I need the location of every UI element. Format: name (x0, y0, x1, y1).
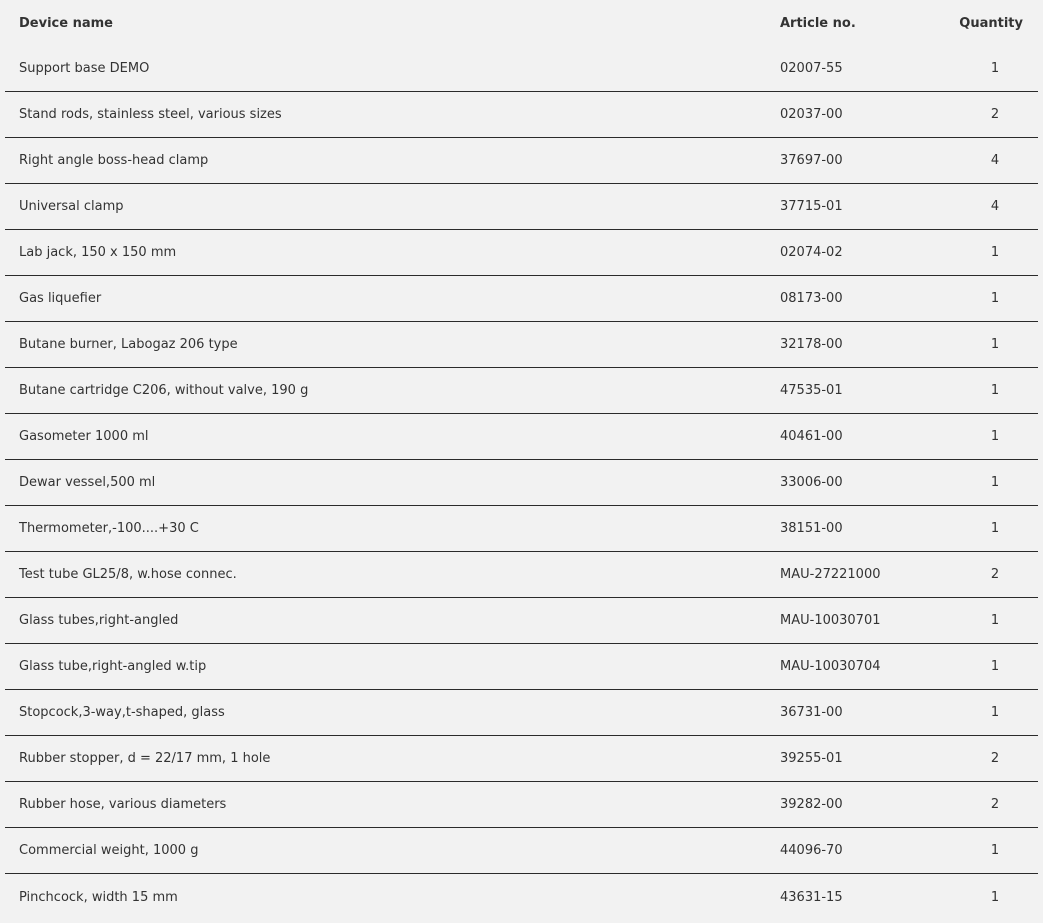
article-no-cell: 32178-00 (780, 337, 843, 352)
quantity-cell: 1 (990, 383, 1000, 398)
table-row (5, 368, 1038, 414)
article-no-cell: 43631-15 (780, 889, 843, 905)
quantity-cell: 1 (990, 889, 1000, 905)
device-name-cell: Pinchcock, width 15 mm (19, 889, 178, 905)
article-no-cell: 37715-01 (780, 199, 843, 214)
quantity-cell: 4 (990, 199, 1000, 214)
article-no-cell: 39282-00 (780, 797, 843, 812)
device-name-cell: Butane cartridge C206, without valve, 190 g (19, 383, 309, 398)
table-row (5, 506, 1038, 552)
table-row (5, 276, 1038, 322)
device-name-cell: Test tube GL25/8, w.hose connec. (19, 567, 237, 582)
quantity-cell: 1 (990, 429, 1000, 444)
quantity-cell: 1 (990, 613, 1000, 628)
device-name-cell: Lab jack, 150 x 150 mm (19, 245, 177, 260)
table-row (5, 46, 1038, 92)
device-name-cell: Rubber stopper, d = 22/17 mm, 1 hole (19, 751, 271, 766)
article-no-cell: 38151-00 (780, 521, 843, 536)
table-row (5, 690, 1038, 736)
header-quantity: Quantity (959, 15, 1023, 31)
article-no-cell: 08173-00 (780, 291, 843, 306)
table-row (5, 92, 1038, 138)
table-row (5, 782, 1038, 828)
quantity-cell: 1 (990, 843, 1000, 858)
device-name-cell: Right angle boss-head clamp (19, 153, 209, 168)
table-row (5, 230, 1038, 276)
table-header (0, 0, 1043, 46)
quantity-cell: 2 (990, 107, 1000, 122)
article-no-cell: 02007-55 (780, 61, 843, 76)
device-name-cell: Gasometer 1000 ml (19, 429, 149, 444)
device-name-cell: Glass tube,right-angled w.tip (19, 659, 207, 674)
quantity-cell: 1 (990, 521, 1000, 536)
quantity-cell: 1 (990, 245, 1000, 260)
article-no-cell: MAU-10030701 (780, 613, 881, 628)
article-no-cell: 33006-00 (780, 475, 843, 490)
device-name-cell: Stopcock,3-way,t-shaped, glass (19, 705, 225, 720)
table-row (5, 874, 1038, 920)
quantity-cell: 1 (990, 291, 1000, 306)
table-row (5, 736, 1038, 782)
device-name-cell: Dewar vessel,500 ml (19, 475, 156, 490)
table-row (5, 322, 1038, 368)
article-no-cell: 02074-02 (780, 245, 843, 260)
article-no-cell: 44096-70 (780, 843, 843, 858)
header-article-no: Article no. (780, 15, 856, 31)
quantity-cell: 2 (990, 751, 1000, 766)
table-row (5, 460, 1038, 506)
table-row (5, 644, 1038, 690)
quantity-cell: 1 (990, 61, 1000, 76)
device-name-cell: Butane burner, Labogaz 206 type (19, 337, 238, 352)
article-no-cell: 36731-00 (780, 705, 843, 720)
article-no-cell: 47535-01 (780, 383, 843, 398)
article-no-cell: 39255-01 (780, 751, 843, 766)
quantity-cell: 4 (990, 153, 1000, 168)
article-no-cell: 40461-00 (780, 429, 843, 444)
article-no-cell: MAU-27221000 (780, 567, 881, 582)
device-name-cell: Support base DEMO (19, 61, 150, 76)
table-row (5, 414, 1038, 460)
table-row (5, 552, 1038, 598)
device-name-cell: Thermometer,-100....+30 C (19, 521, 199, 536)
device-name-cell: Glass tubes,right-angled (19, 613, 179, 628)
quantity-cell: 1 (990, 337, 1000, 352)
quantity-cell: 2 (990, 567, 1000, 582)
quantity-cell: 2 (990, 797, 1000, 812)
device-name-cell: Stand rods, stainless steel, various sizes (19, 107, 282, 122)
table-row (5, 184, 1038, 230)
quantity-cell: 1 (990, 659, 1000, 674)
article-no-cell: 02037-00 (780, 107, 843, 122)
device-name-cell: Gas liquefier (19, 291, 102, 306)
device-name-cell: Universal clamp (19, 199, 124, 214)
quantity-cell: 1 (990, 705, 1000, 720)
table-row (5, 138, 1038, 184)
article-no-cell: 37697-00 (780, 153, 843, 168)
table-row (5, 598, 1038, 644)
article-no-cell: MAU-10030704 (780, 659, 881, 674)
header-device-name: Device name (19, 15, 113, 31)
quantity-cell: 1 (990, 475, 1000, 490)
device-name-cell: Rubber hose, various diameters (19, 797, 227, 812)
device-name-cell: Commercial weight, 1000 g (19, 843, 199, 858)
table-row (5, 828, 1038, 874)
table-body (0, 46, 1043, 920)
